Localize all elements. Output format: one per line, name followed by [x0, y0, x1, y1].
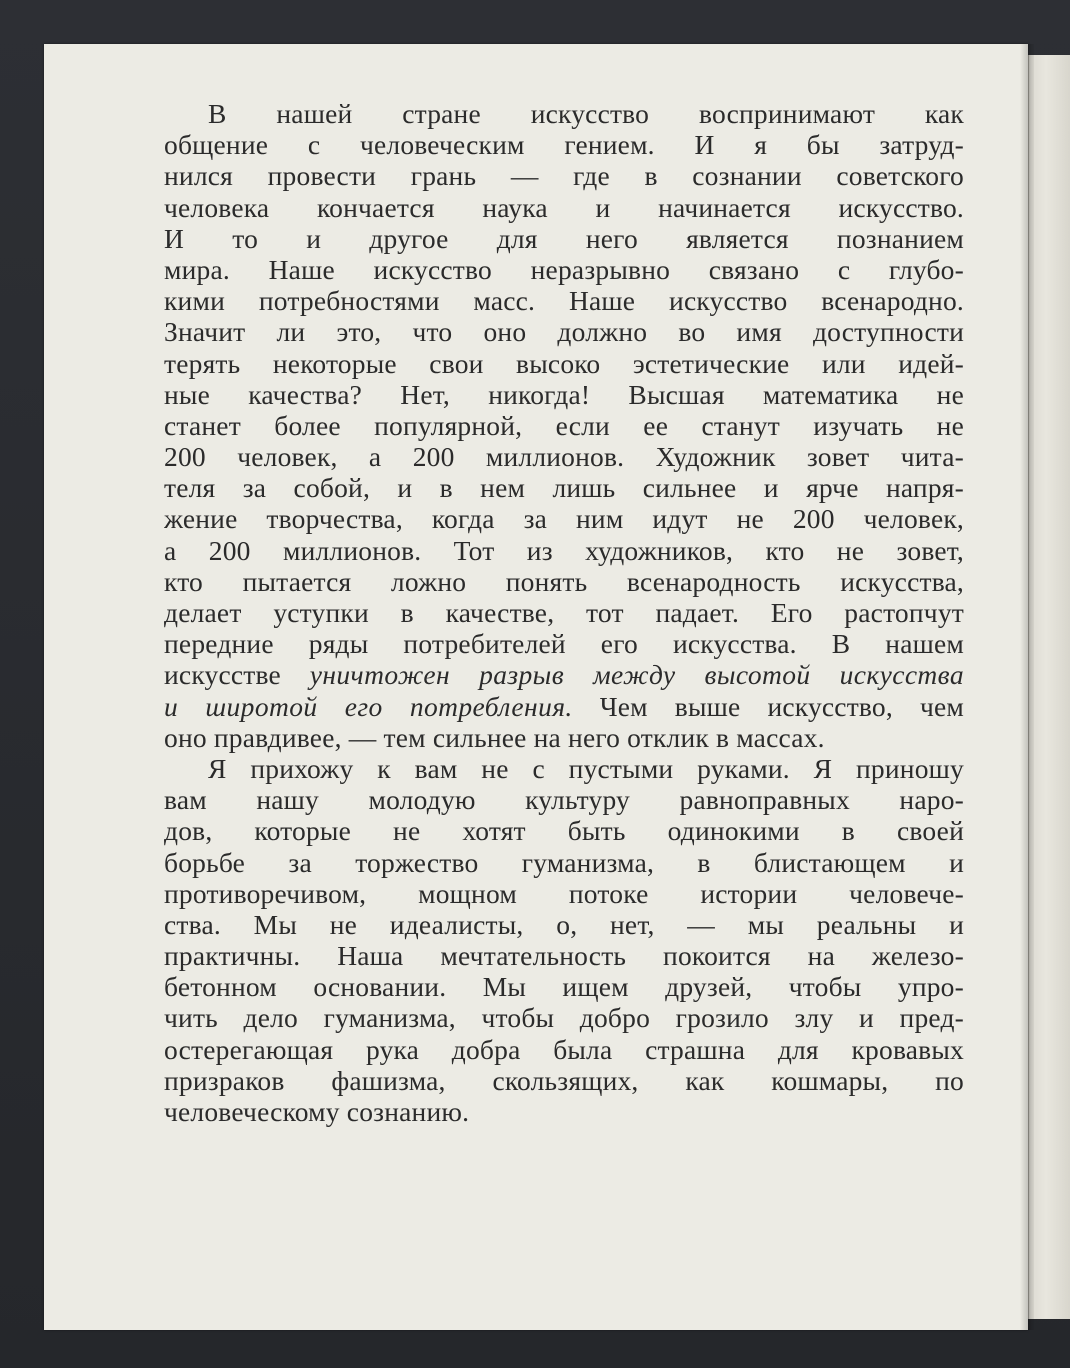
text-segment: Чем выше искусство, чем	[572, 690, 964, 722]
body-text	[164, 98, 964, 1127]
text-line: оно правдивее, — тем сильнее на него отклик в массах.	[164, 721, 825, 753]
text-line: практичны. Наша мечтательность покоится на железо-	[164, 940, 964, 972]
text-line-mixed	[164, 659, 964, 690]
text-line: вам нашу молодую культуру равноправных наро-	[164, 784, 964, 816]
next-page-edge	[1028, 55, 1070, 1319]
text-line: теля за собой, и в нем лишь сильнее и ярче напря-	[164, 472, 964, 504]
text-line: жение творчества, когда за ним идут не 200 человек,	[164, 503, 964, 535]
text-line: призраков фашизма, скользящих, как кошмары, по	[164, 1064, 964, 1096]
text-line: Значит ли это, что оно должно во имя доступности	[164, 316, 964, 348]
italic-emphasis: и широтой его потребления.	[164, 690, 573, 722]
text-line: мира. Наше искусство неразрывно связано с глубо-	[164, 253, 964, 285]
text-line: кими потребностями масс. Наше искусство всенародно.	[164, 285, 964, 317]
text-line: В нашей стране искусство воспринимают как	[208, 98, 964, 129]
text-line: 200 человек, а 200 миллионов. Художник зовет чита-	[164, 441, 964, 473]
text-line: кто пытается ложно понять всенародность искусства,	[164, 565, 964, 597]
page-fold-shadow	[1020, 44, 1034, 1330]
text-line: делает уступки в качестве, тот падает. Его растопчут	[164, 597, 964, 628]
text-line: остерегающая рука добра была страшна для кровавых	[164, 1033, 964, 1065]
text-line: бетонном основании. Мы ищем друзей, чтобы упро-	[164, 971, 964, 1003]
text-segment: искусстве	[164, 659, 310, 691]
text-line: человеческому сознанию.	[164, 1096, 470, 1127]
text-line: терять некоторые свои высоко эстетические или идей-	[164, 347, 964, 379]
italic-emphasis: уничтожен разрыв между высотой искусства	[309, 659, 964, 691]
text-line: чить дело гуманизма, чтобы добро грозило злу и пред-	[164, 1002, 964, 1034]
text-line: а 200 миллионов. Тот из художников, кто не зовет,	[164, 534, 964, 566]
text-line: Я прихожу к вам не с пустыми руками. Я приношу	[208, 752, 964, 784]
text-line: противоречивом, мощном потоке истории человече-	[164, 877, 964, 909]
text-line: передние ряды потребителей его искусства. В нашем	[164, 628, 964, 660]
text-line-mixed	[164, 691, 964, 722]
text-line: ства. Мы не идеалисты, о, нет, — мы реальны и	[164, 908, 964, 940]
text-line: станет более популярной, если ее станут изучать не	[164, 409, 964, 441]
text-line: дов, которые не хотят быть одинокими в своей	[164, 815, 964, 847]
text-line: нился провести грань — где в сознании советского	[164, 160, 964, 192]
text-line: борьбе за торжество гуманизма, в блистающем и	[164, 846, 964, 878]
text-line: ные качества? Нет, никогда! Высшая математика не	[164, 378, 964, 410]
text-line: общение с человеческим гением. И я бы затруд-	[164, 129, 964, 161]
text-line: И то и другое для него является познанием	[164, 222, 964, 254]
text-line: человека кончается наука и начинается искусство.	[164, 191, 964, 223]
